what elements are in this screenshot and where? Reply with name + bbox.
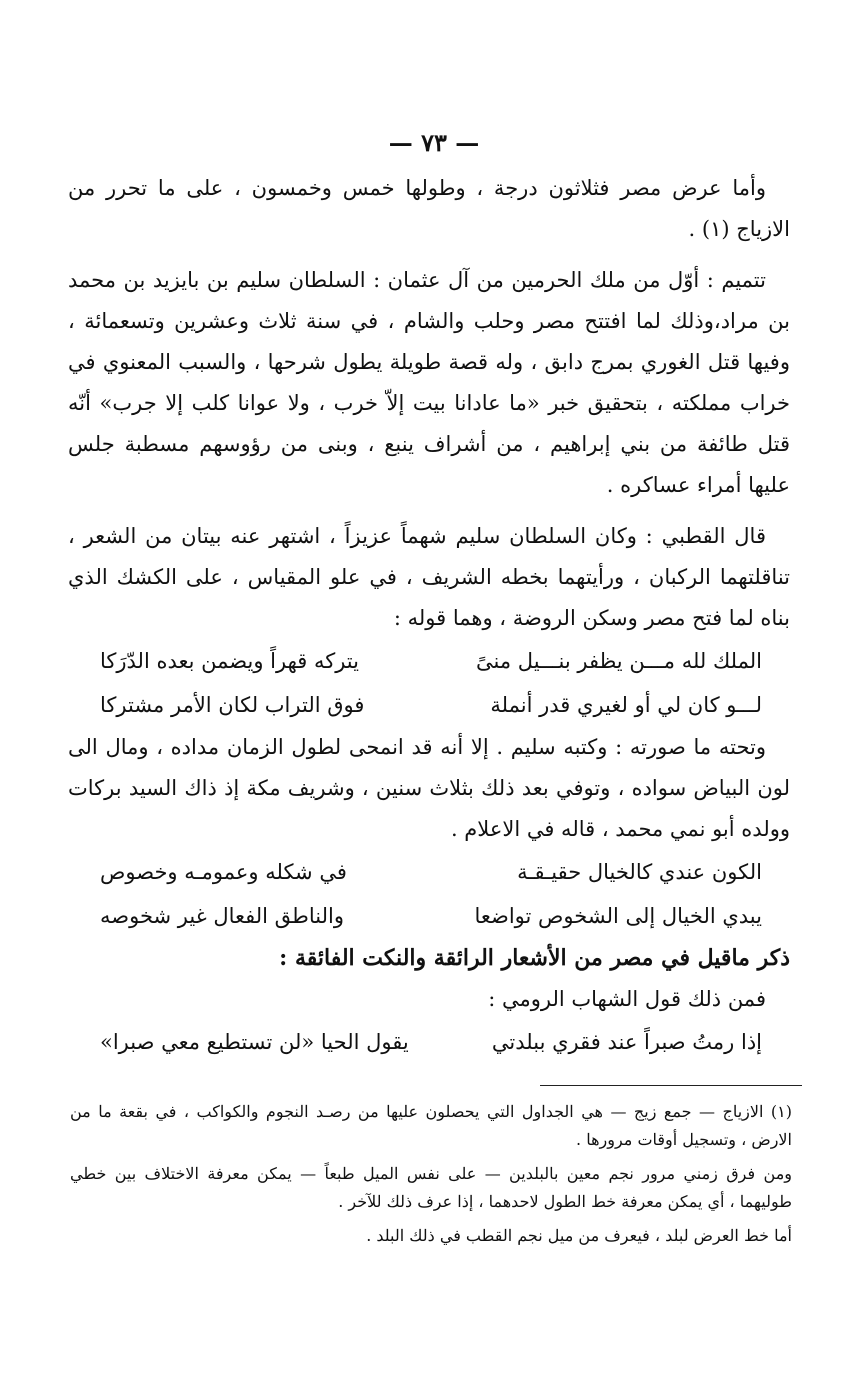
poem-verse: [68, 683, 790, 727]
poem-shihab: [68, 1020, 790, 1064]
verse-first-half: الملك لله مـــن يظفر بنـــيل منىً: [476, 649, 762, 673]
paragraph-inscription: وتحته ما صورته : وكتبه سليم . إلا أنه قد انمحى لطول الزمان مداده ، ومال الى لون البياض سواده ، وتوفي بعد ذلك بثلاث سنين ، وشريف مكة إذ ذاك السيد بركات وولده أبو نمي محمد ، قاله في الاعلام .: [68, 735, 790, 841]
footnote-continuation: ومن فرق زمني مرور نجم معين بالبلدين — على نفس الميل طبعاً — يمكن معرفة الاختلاف بين خطي طوليهما ، أي يمكن معرفة خط الطول لاحدهما ، إذا عرف ذلك للآخر .: [70, 1164, 792, 1211]
verse-second-half: والناطق الفعال غير شخوصه: [100, 904, 345, 928]
paragraph-latitude: وأما عرض مصر فثلاثون درجة ، وطولها خمس وخمسون ، على ما تحرر من الازياج (١) .: [68, 176, 790, 241]
verse-first-half: إذا رمتُ صبراً عند فقري ببلدتي: [491, 1030, 762, 1054]
verse-second-half: يقول الحيا «لن تستطيع معي صبرا»: [100, 1030, 409, 1054]
verse-second-half: يتركه قهراً ويضمن بعده الدّرَكا: [100, 649, 359, 673]
footnote-1: (١) الازياج — جمع زيج — هي الجداول التي يحصلون عليها من رصـد النجوم والكواكب ، في بقعة ما من الارض ، وتسجيل أوقات مرورها .: [70, 1102, 792, 1149]
verse-first-half: الكون عندي كالخيال حقيـقـة: [517, 860, 762, 884]
footnotes: [70, 1098, 792, 1256]
poem-verse: [68, 639, 790, 683]
section-heading: ذكر ماقيل في مصر من الأشعار الرائقة والنكت الفائقة :: [279, 945, 790, 971]
poem-sultan-selim: [68, 639, 790, 727]
footnote-continuation: أما خط العرض لبلد ، فيعرف من ميل نجم القطب في ذلك البلد .: [366, 1226, 792, 1245]
poem-verse: [68, 1020, 790, 1064]
paragraph-supplement: تتميم : أوّل من ملك الحرمين من آل عثمان : السلطان سليم بن بايزيد بن محمد بن مراد،وذلك لما افتتح مصر وحلب والشام ، في سنة ثلاث وعشرين وتسعمائة ، وفيها قتل الغوري بمرج دابق ، وله قصة طويلة يطول شرحها ، والسبب المعنوي في خراب مملكته ، بتحقيق خبر «ما عادانا بيت إلاّ خرب ، ولا عوانا كلب إلا جرب» أنّه قتل طائفة من بني إبراهيم ، من أشراف ينبع ، وبنى من رؤوسهم مسطبة جلس عليها أمراء عساكره .: [68, 268, 790, 497]
main-text: [68, 168, 790, 1064]
page-number: — ٧٣ —: [388, 128, 480, 157]
verse-second-half: في شكله وعمومـه وخصوص: [100, 860, 347, 884]
poem-verse: [68, 850, 790, 894]
verse-second-half: فوق التراب لكان الأمر مشتركا: [100, 693, 365, 717]
verse-first-half: يبدي الخيال إلى الشخوص تواضعا: [474, 904, 762, 928]
verse-first-half: لـــو كان لي أو لغيري قدر أنملة: [490, 693, 762, 717]
footnote-divider: [540, 1085, 802, 1086]
poem-verse: [68, 894, 790, 938]
paragraph-qutbi: قال القطبي : وكان السلطان سليم شهماً عزيزاً ، اشتهر عنه بيتان من الشعر ، تناقلتهما الركبان ، ورأيتهما بخطه الشريف ، في علو المقياس ، على الكشك الذي بناه لما فتح مصر وسكن الروضة ، وهما قوله :: [68, 524, 790, 630]
poem-khayal: [68, 850, 790, 938]
paragraph-shihab: فمن ذلك قول الشهاب الرومي :: [488, 987, 766, 1011]
